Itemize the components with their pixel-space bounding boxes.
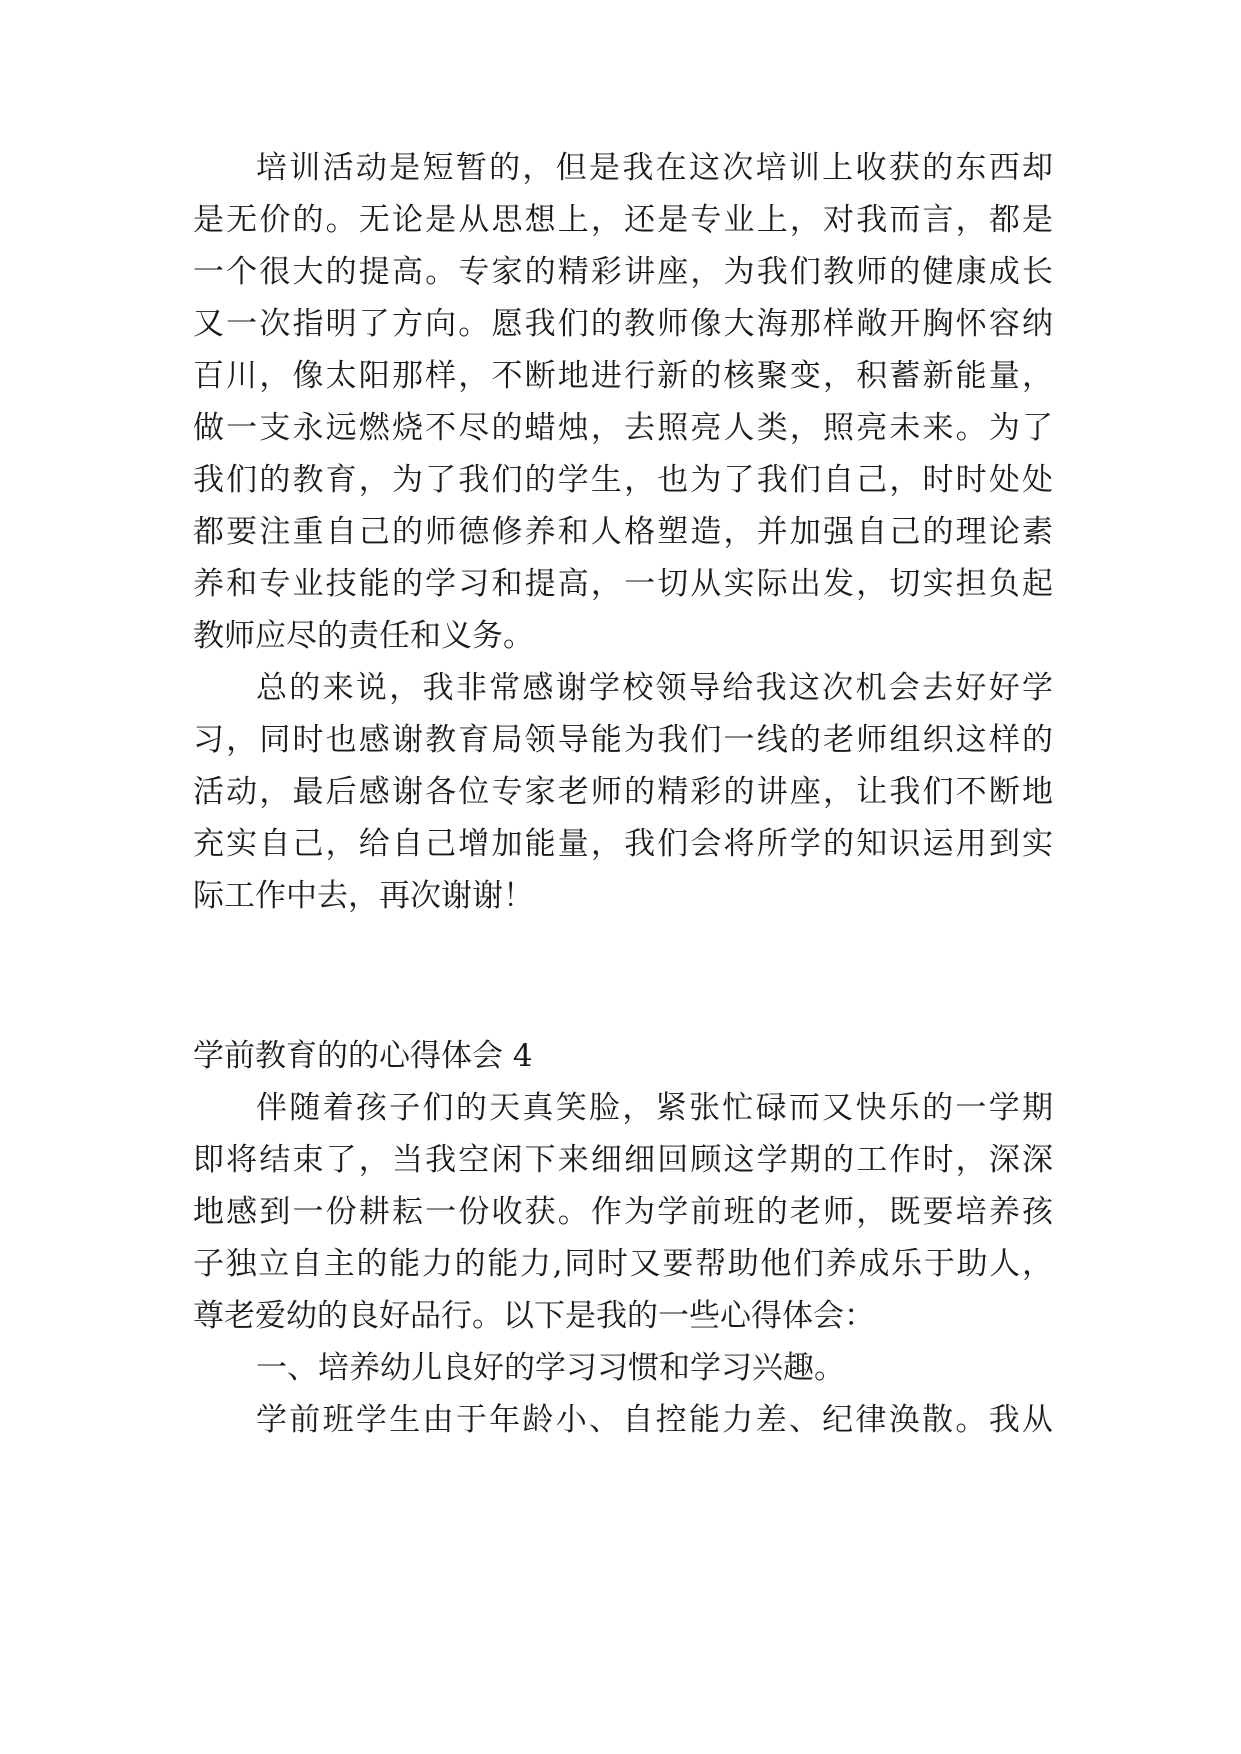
- paragraph-line: 际工作中去，再次谢谢！: [193, 878, 534, 914]
- paragraph-line: 充实自己，给自己增加能量，我们会将所学的知识运用到实: [193, 826, 1053, 862]
- paragraph-line: 子独立自主的能力的能力,同时又要帮助他们养成乐于助人，: [193, 1246, 1053, 1282]
- paragraph-line: 教师应尽的责任和义务。: [193, 618, 534, 654]
- paragraph-line: 培训活动是短暂的，但是我在这次培训上收获的东西却: [256, 150, 1053, 186]
- section-heading: 学前教育的的心得体会 4: [193, 1038, 533, 1074]
- paragraph-line: 又一次指明了方向。愿我们的教师像大海那样敞开胸怀容纳: [193, 306, 1053, 342]
- paragraph-line: 我们的教育，为了我们的学生，也为了我们自己，时时处处: [193, 462, 1053, 498]
- paragraph-line: 是无价的。无论是从思想上，还是专业上，对我而言，都是: [193, 202, 1053, 238]
- paragraph-line: 活动，最后感谢各位专家老师的精彩的讲座，让我们不断地: [193, 774, 1053, 810]
- paragraph-line: 习，同时也感谢教育局领导能为我们一线的老师组织这样的: [193, 722, 1053, 758]
- paragraph-line: 即将结束了，当我空闲下来细细回顾这学期的工作时，深深: [193, 1142, 1053, 1178]
- paragraph-line: 百川，像太阳那样，不断地进行新的核聚变，积蓄新能量，: [193, 358, 1053, 394]
- paragraph-line: 一、培养幼儿良好的学习习惯和学习兴趣。: [256, 1350, 845, 1386]
- paragraph-line: 地感到一份耕耘一份收获。作为学前班的老师，既要培养孩: [193, 1194, 1053, 1230]
- paragraph-line: 伴随着孩子们的天真笑脸，紧张忙碌而又快乐的一学期: [256, 1090, 1053, 1126]
- paragraph-line: 都要注重自己的师德修养和人格塑造，并加强自己的理论素: [193, 514, 1053, 550]
- paragraph-line: 养和专业技能的学习和提高，一切从实际出发，切实担负起: [193, 566, 1053, 602]
- paragraph-line: 总的来说，我非常感谢学校领导给我这次机会去好好学: [256, 670, 1053, 706]
- paragraph-line: 学前班学生由于年龄小、自控能力差、纪律涣散。我从: [256, 1402, 1053, 1438]
- paragraph-line: 尊老爱幼的良好品行。以下是我的一些心得体会：: [193, 1298, 875, 1334]
- paragraph-line: 做一支永远燃烧不尽的蜡烛，去照亮人类，照亮未来。为了: [193, 410, 1053, 446]
- paragraph-line: 一个很大的提高。专家的精彩讲座，为我们教师的健康成长: [193, 254, 1053, 290]
